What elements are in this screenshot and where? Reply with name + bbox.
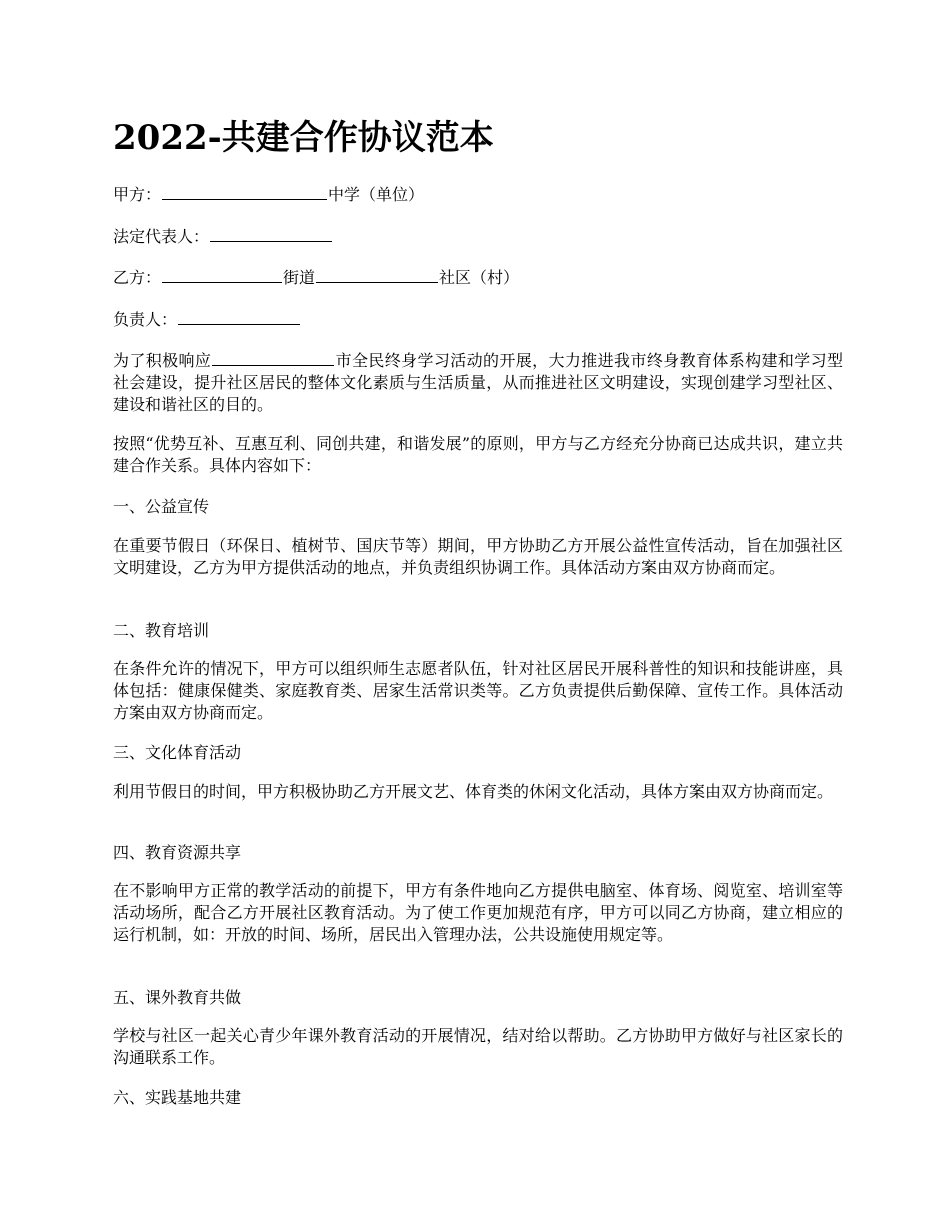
legal-rep-label: 法定代表人： [113, 227, 210, 246]
section-heading: 四、教育资源共享 [113, 843, 242, 862]
city-blank[interactable] [212, 349, 334, 366]
section-heading: 三、文化体育活动 [113, 743, 242, 762]
principle-paragraph: 按照“优势互补、互惠互利、同创共建，和谐发展”的原则，甲方与乙方经充分协商已达成共识，建立共建合作关系。具体内容如下： [113, 434, 843, 475]
section-heading: 二、教育培训 [113, 621, 210, 640]
party-b-suffix: 社区（村） [439, 268, 520, 287]
document-title: 2022-共建合作协议范本 [113, 118, 494, 158]
section-body: 在不影响甲方正常的教学活动的前提下，甲方有条件地向乙方提供电脑室、体育场、阅览室、培训室等活动场所，配合乙方开展社区教育活动。为了使工作更加规范有序，甲方可以同乙方协商，建立相应的运行机制，如：开放的时间、场所，居民出入管理办法，公共设施使用规定等。 [113, 881, 843, 944]
party-a-line [113, 183, 843, 206]
responsible-line [113, 308, 843, 331]
party-b-middle: 街道 [283, 268, 316, 287]
section-body: 在重要节假日（环保日、植树节、国庆节等）期间，甲方协助乙方开展公益性宣传活动，旨在加强社区文明建设，乙方为甲方提供活动的地点，并负责组织协调工作。具体活动方案由双方协商而定。 [113, 536, 843, 577]
section-heading: 五、课外教育共做 [113, 988, 242, 1007]
section-heading: 六、实践基地共建 [113, 1088, 242, 1107]
intro-paragraph [113, 349, 843, 416]
intro-prefix: 为了积极响应 [113, 351, 212, 370]
party-b-label: 乙方： [113, 268, 162, 287]
party-a-suffix: 中学（单位） [328, 185, 425, 204]
party-b-street-blank[interactable] [162, 266, 282, 283]
responsible-label: 负责人： [113, 310, 178, 329]
section-body: 在条件允许的情况下，甲方可以组织师生志愿者队伍，针对社区居民开展科普性的知识和技能讲座，具体包括：健康保健类、家庭教育类、居家生活常识类等。乙方负责提供后勤保障、宣传工作。具体活动方案由双方协商而定。 [113, 659, 843, 722]
intro-rest: 市全民终身学习活动的开展，大力推进我市终身教育体系构建和学习型社会建设，提升社区居民的整体文化素质与生活质量，从而推进社区文明建设，实现创建学习型社区、建设和谐社区的目的。 [113, 351, 843, 414]
party-b-community-blank[interactable] [316, 266, 438, 283]
section-body: 学校与社区一起关心青少年课外教育活动的开展情况，结对给以帮助。乙方协助甲方做好与社区家长的沟通联系工作。 [113, 1026, 843, 1067]
legal-rep-blank[interactable] [210, 225, 332, 242]
party-a-label: 甲方： [113, 185, 162, 204]
party-a-blank[interactable] [162, 183, 327, 200]
legal-rep-line [113, 225, 843, 248]
party-b-line [113, 266, 843, 289]
responsible-blank[interactable] [178, 308, 300, 325]
section-body: 利用节假日的时间，甲方积极协助乙方开展文艺、体育类的休闲文化活动，具体方案由双方协商而定。 [113, 782, 834, 801]
section-heading: 一、公益宣传 [113, 497, 210, 516]
